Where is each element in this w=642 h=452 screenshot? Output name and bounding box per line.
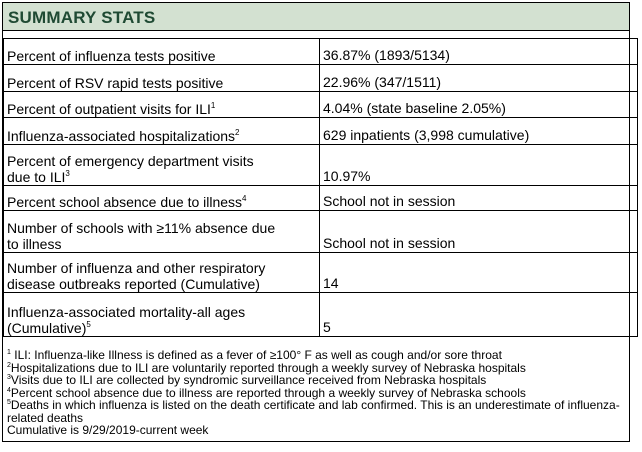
stats-table	[3, 38, 638, 337]
row-value: 629 inpatients (3,998 cumulative)	[320, 118, 638, 145]
footnote-ref: 5	[86, 320, 91, 329]
row-label: Influenza-associated hospitalizations$^2$	[4, 118, 320, 145]
row-label: Influenza-associated mortality-all ages (Cumulative)$^5$	[4, 293, 320, 337]
footnote-item: $^1$ ILI: Influenza-like Illness is defined as a fever of ≥100° F as well as cough and/or sore throat	[7, 348, 502, 362]
row-value: 4.04% (state baseline 2.05%)	[320, 92, 638, 118]
panel-title: SUMMARY STATS	[8, 8, 156, 27]
footnote-item: $^2$Hospitalizations due to ILI are voluntarily reported through a weekly survey of Nebraska hospitals	[7, 360, 526, 375]
row-value: 10.97%	[320, 145, 638, 186]
table-row	[4, 118, 638, 145]
cumulative-note: Cumulative is 9/29/2019-current week	[7, 423, 209, 437]
row-value: 5	[320, 293, 638, 337]
row-label: Percent of RSV rapid tests positive	[4, 65, 320, 92]
table-row	[4, 39, 638, 65]
footnote-item: $^3$Visits due to ILI are collected by syndromic surveillance received from Nebraska hospitals	[7, 373, 487, 387]
table-row	[4, 186, 638, 211]
footnote-item: $^5$Deaths in which influenza is listed on the death certificate and lab confirmed. This is an underestimate of influenza-related deaths	[7, 398, 620, 425]
footnote-item: $^4$Percent school absence due to illness are reported through a weekly survey of Nebraska schools	[7, 385, 526, 400]
table-row	[4, 65, 638, 92]
footnote-ref: 4	[242, 194, 247, 203]
table-row	[4, 145, 638, 186]
row-value: School not in session	[320, 186, 638, 211]
table-row	[4, 253, 638, 293]
row-label: Percent school absence due to illness$^4$	[4, 186, 320, 211]
row-label: Number of influenza and other respiratory disease outbreaks reported (Cumulative)	[4, 253, 320, 293]
footnote-ref: 2	[235, 128, 240, 137]
footnote-ref: 3	[65, 169, 70, 178]
table-row	[4, 92, 638, 118]
table-row	[4, 293, 638, 337]
row-label: Percent of outpatient visits for ILI$^1$	[4, 92, 320, 118]
summary-stats-panel	[2, 2, 630, 442]
row-value: 36.87% (1893/5134)	[320, 39, 638, 65]
row-value: 14	[320, 253, 638, 293]
row-value: School not in session	[320, 211, 638, 253]
table-row	[4, 211, 638, 253]
row-label: Percent of emergency department visits due to ILI$^3$	[4, 145, 320, 186]
footnote-ref: 1	[210, 101, 216, 110]
row-label: Percent of influenza tests positive	[4, 39, 320, 65]
row-value: 22.96% (347/1511)	[320, 65, 638, 92]
row-label: Number of schools with ≥11% absence due to illness	[4, 211, 320, 253]
footnotes	[7, 349, 629, 437]
title-bar	[3, 3, 629, 31]
